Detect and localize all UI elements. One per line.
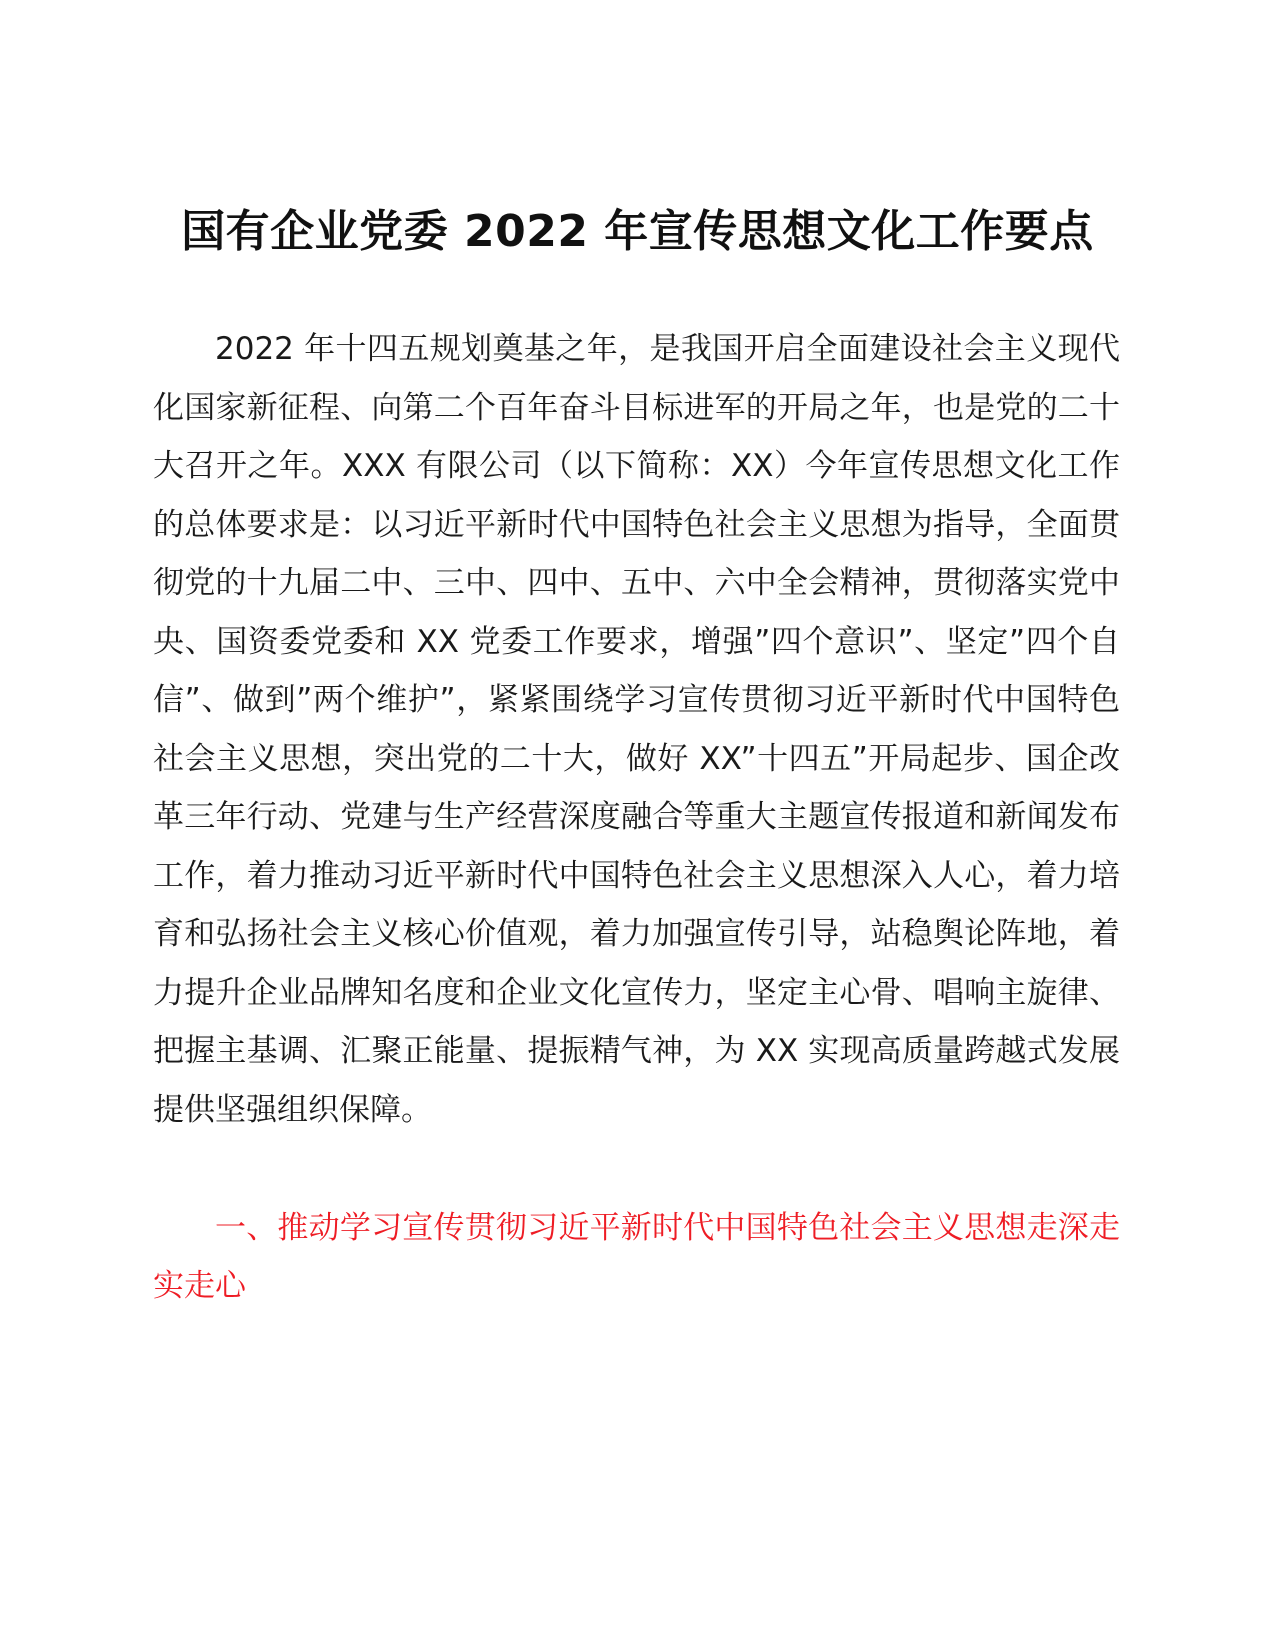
intro-paragraph: 2022 年十四五规划奠基之年，是我国开启全面建设社会主义现代化国家新征程、向第二个百年奋斗目标进军的开局之年，也是党的二十大召开之年。XXX 有限公司（以下简称：XX）今年宣传思想文化工作的总体要求是：以习近平新时代中国特色社会主义思想为指导，全面贯彻党的十九届二中、三中、四中、五中、六中全会精神，贯彻落实党中央、国资委党委和 XX 党委工作要求，增强”四个意识”、坚定”四个自信”、做到”两个维护”，紧紧围绕学习宣传贯彻习近平新时代中国特色社会主义思想，突出党的二十大，做好 XX”十四五”开局起步、国企改革三年行动、党建与生产经营深度融合等重大主题宣传报道和新闻发布工作，着力推动习近平新时代中国特色社会主义思想深入人心，着力培育和弘扬社会主义核心价值观，着力加强宣传引导，站稳舆论阵地，着力提升企业品牌知名度和企业文化宣传力，坚定主心骨、唱响主旋律、把握主基调、汇聚正能量、提振精气神，为 XX 实现高质量跨越式发展提供坚强组织保障。 <box>153 331 1120 1128</box>
document-title: 国有企业党委 2022 年宣传思想文化工作要点 <box>181 206 1094 257</box>
section-heading-1: 一、推动学习宣传贯彻习近平新时代中国特色社会主义思想走深走实走心 <box>153 1210 1120 1304</box>
